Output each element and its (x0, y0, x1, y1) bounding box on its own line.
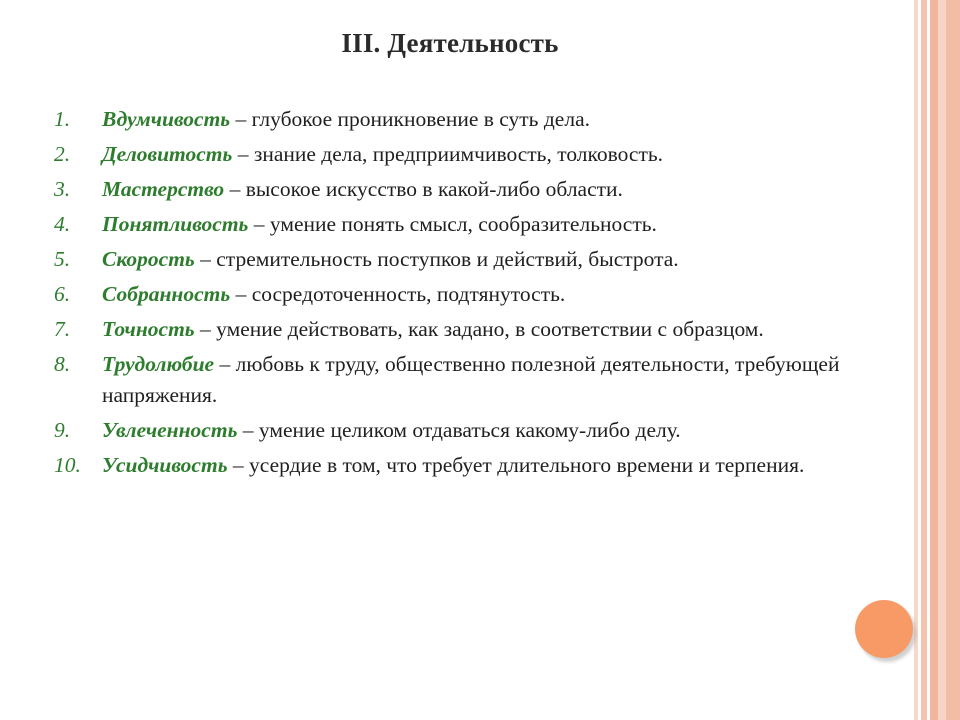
item-description: – умение действовать, как задано, в соответствии с образцом. (194, 317, 764, 341)
list-item (54, 174, 854, 205)
item-body (102, 314, 854, 345)
item-number: 8. (54, 352, 71, 376)
item-term: Собранность (102, 282, 231, 306)
decorative-stripe (946, 0, 960, 720)
slide-title: III. Деятельность (341, 28, 559, 58)
decorative-stripe (938, 0, 946, 720)
item-body (102, 415, 854, 446)
item-number: 7. (54, 317, 71, 341)
item-description: – усердие в том, что требует длительного времени и терпения. (227, 453, 805, 477)
item-term: Усидчивость (102, 453, 228, 477)
list-item (54, 450, 854, 481)
list-item (54, 314, 854, 345)
decorative-stripe (930, 0, 938, 720)
item-body (102, 349, 854, 411)
item-body (102, 139, 854, 170)
item-description: – умение понять смысл, сообразительность. (248, 212, 657, 236)
decorative-stripe (921, 0, 927, 720)
item-term: Трудолюбие (102, 352, 215, 376)
item-body (102, 244, 854, 275)
item-body (102, 104, 854, 135)
item-body (102, 279, 854, 310)
item-term: Увлеченность (102, 418, 238, 442)
item-description: – стремительность поступков и действий, быстрота. (194, 247, 679, 271)
decorative-stripe (914, 0, 918, 720)
list-item (54, 209, 854, 240)
item-body (102, 174, 854, 205)
item-description: – высокое искусство в какой-либо области. (224, 177, 623, 201)
item-term: Вдумчивость (102, 107, 231, 131)
item-term: Скорость (102, 247, 195, 271)
item-term: Понятливость (102, 212, 249, 236)
decorative-circle (855, 600, 913, 658)
item-description: – знание дела, предприимчивость, толковость. (232, 142, 664, 166)
list-item (54, 139, 854, 170)
item-body (102, 209, 854, 240)
item-term: Точность (102, 317, 195, 341)
item-term: Деловитость (102, 142, 233, 166)
item-body (102, 450, 854, 481)
list-item (54, 244, 854, 275)
item-term: Мастерство (102, 177, 225, 201)
item-number: 1. (54, 107, 71, 131)
item-description: – глубокое проникновение в суть дела. (230, 107, 590, 131)
item-number: 9. (54, 418, 71, 442)
item-number: 4. (54, 212, 71, 236)
item-description: – сосредоточенность, подтянутость. (230, 282, 566, 306)
item-number: 6. (54, 282, 71, 306)
list-item (54, 279, 854, 310)
item-number: 10. (54, 453, 81, 477)
qualities-list (54, 104, 854, 485)
item-number: 2. (54, 142, 71, 166)
list-item (54, 104, 854, 135)
list-item (54, 415, 854, 446)
item-number: 3. (54, 177, 71, 201)
item-description: – любовь к труду, общественно полезной деятельности, требующей напряжения. (102, 352, 840, 407)
list-item (54, 349, 854, 411)
item-number: 5. (54, 247, 71, 271)
item-description: – умение целиком отдаваться какому-либо делу. (237, 418, 681, 442)
